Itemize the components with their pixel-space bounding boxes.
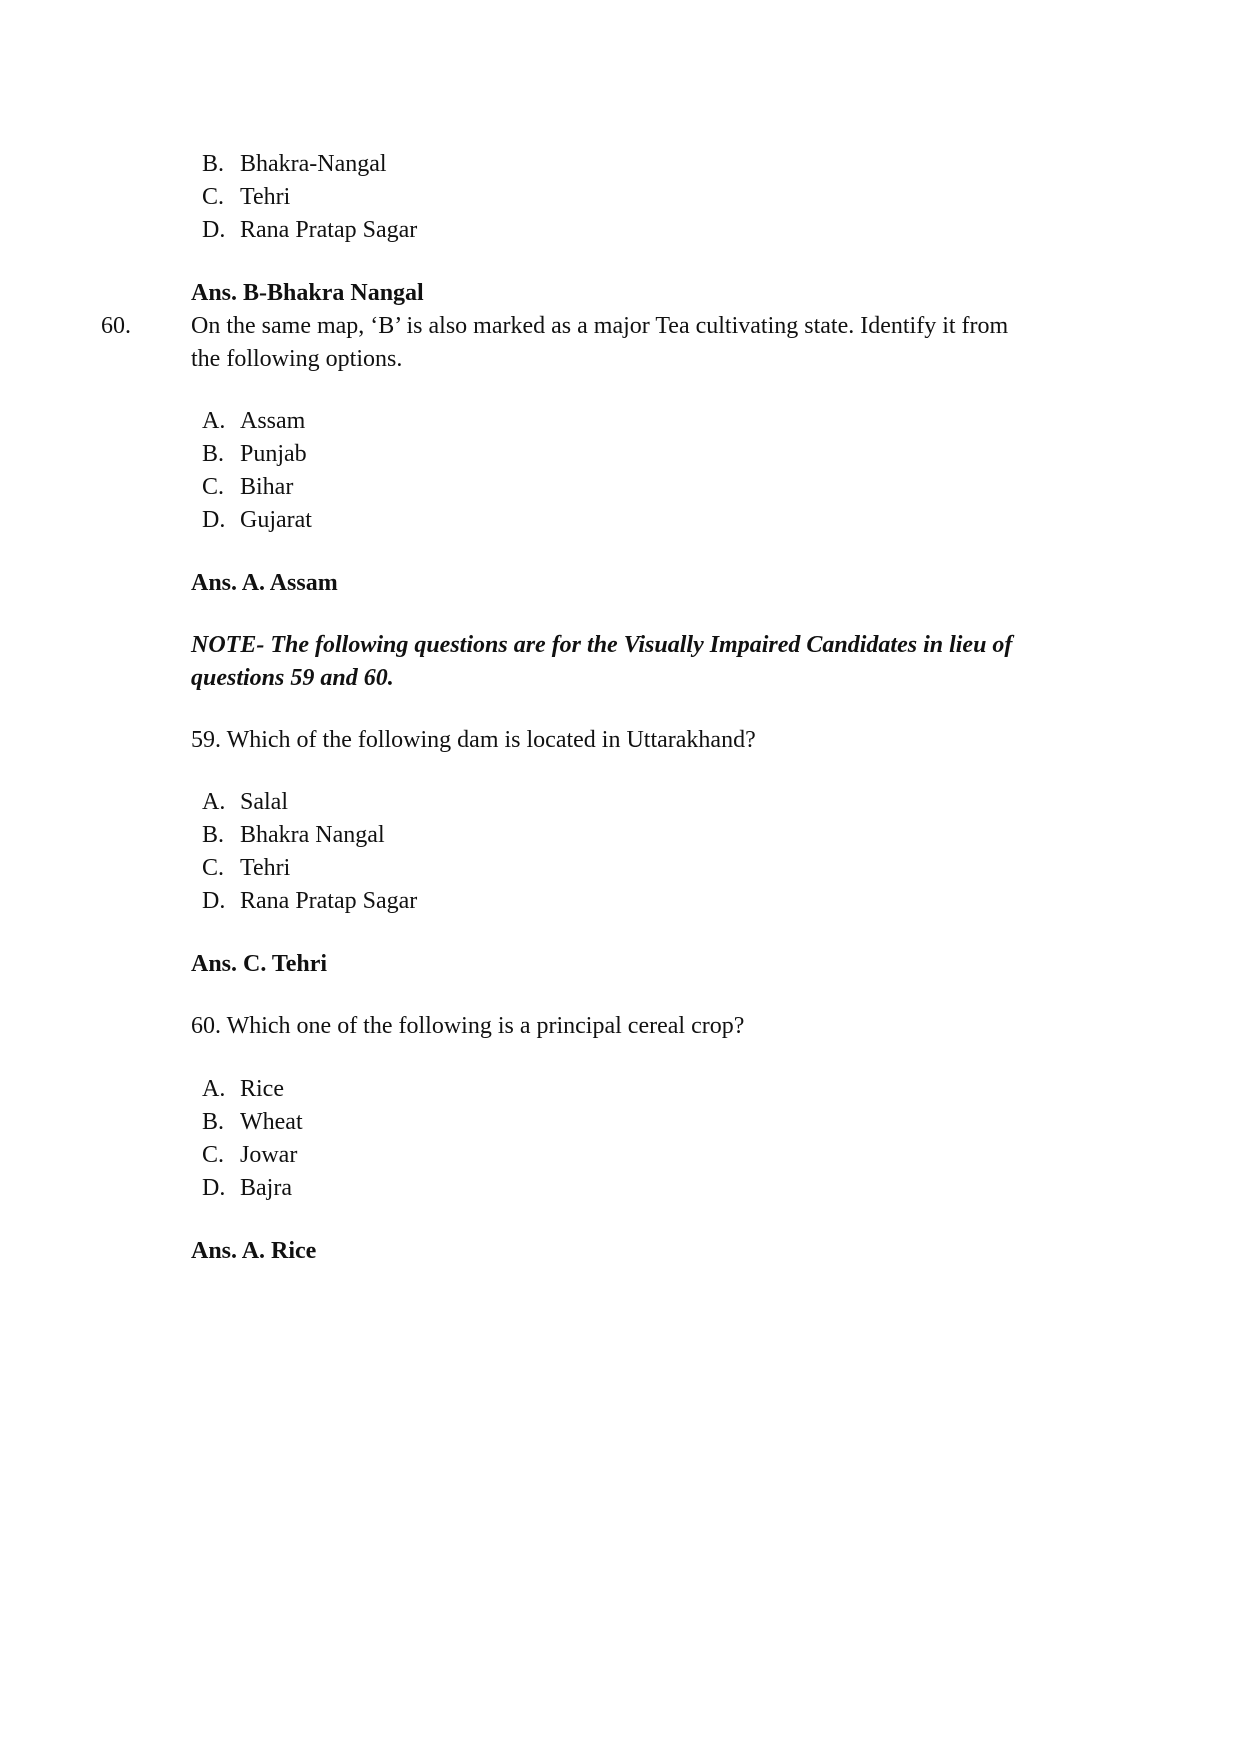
option-b (202, 148, 802, 181)
option-b (202, 1106, 802, 1139)
option-text: Rana Pratap Sagar (240, 217, 418, 243)
option-letter: B. (202, 441, 225, 467)
option-letter: D. (202, 507, 226, 533)
question-text: 59. Which of the following dam is located in Uttarakhand? (191, 727, 756, 753)
option-letter: C. (202, 1142, 225, 1168)
answer-text: Ans. A. Assam (191, 570, 338, 596)
option-letter: C. (202, 184, 225, 210)
option-text: Assam (240, 408, 306, 434)
option-text: Tehri (240, 184, 291, 210)
note-line1: NOTE- The following questions are for the Visually Impaired Candidates in lieu of (191, 632, 1013, 658)
option-letter: A. (202, 408, 226, 434)
option-c (202, 471, 802, 504)
option-d (202, 214, 802, 247)
option-text: Bhakra-Nangal (240, 151, 387, 177)
option-letter: A. (202, 1076, 226, 1102)
option-b (202, 438, 802, 471)
option-text: Rana Pratap Sagar (240, 888, 418, 914)
option-c (202, 852, 802, 885)
option-d (202, 504, 802, 537)
option-d (202, 885, 802, 918)
option-letter: B. (202, 151, 225, 177)
option-text: Bihar (240, 474, 294, 500)
option-text: Punjab (240, 441, 307, 467)
option-letter: D. (202, 217, 226, 243)
option-a (202, 786, 802, 819)
option-text: Jowar (240, 1142, 298, 1168)
option-letter: C. (202, 855, 225, 881)
question-text-line2: the following options. (191, 346, 403, 372)
option-letter: D. (202, 1175, 226, 1201)
answer-text: Ans. A. Rice (191, 1238, 317, 1264)
option-text: Salal (240, 789, 288, 815)
answer-text: Ans. B-Bhakra Nangal (191, 280, 424, 306)
note-line2: questions 59 and 60. (191, 665, 394, 691)
option-letter: B. (202, 1109, 225, 1135)
option-text: Bajra (240, 1175, 292, 1201)
option-letter: A. (202, 789, 226, 815)
question-text-line1: On the same map, ‘B’ is also marked as a major Tea cultivating state. Identify it from (191, 313, 1009, 339)
option-c (202, 181, 802, 214)
question-text: 60. Which one of the following is a principal cereal crop? (191, 1013, 745, 1039)
option-text: Wheat (240, 1109, 303, 1135)
option-text: Tehri (240, 855, 291, 881)
option-a (202, 1073, 802, 1106)
option-letter: C. (202, 474, 225, 500)
option-b (202, 819, 802, 852)
option-text: Rice (240, 1076, 284, 1102)
question-number: 60. (101, 313, 131, 339)
option-a (202, 405, 802, 438)
option-c (202, 1139, 802, 1172)
option-d (202, 1172, 802, 1205)
answer-text: Ans. C. Tehri (191, 951, 328, 977)
option-text: Gujarat (240, 507, 312, 533)
option-text: Bhakra Nangal (240, 822, 385, 848)
option-letter: B. (202, 822, 225, 848)
option-letter: D. (202, 888, 226, 914)
